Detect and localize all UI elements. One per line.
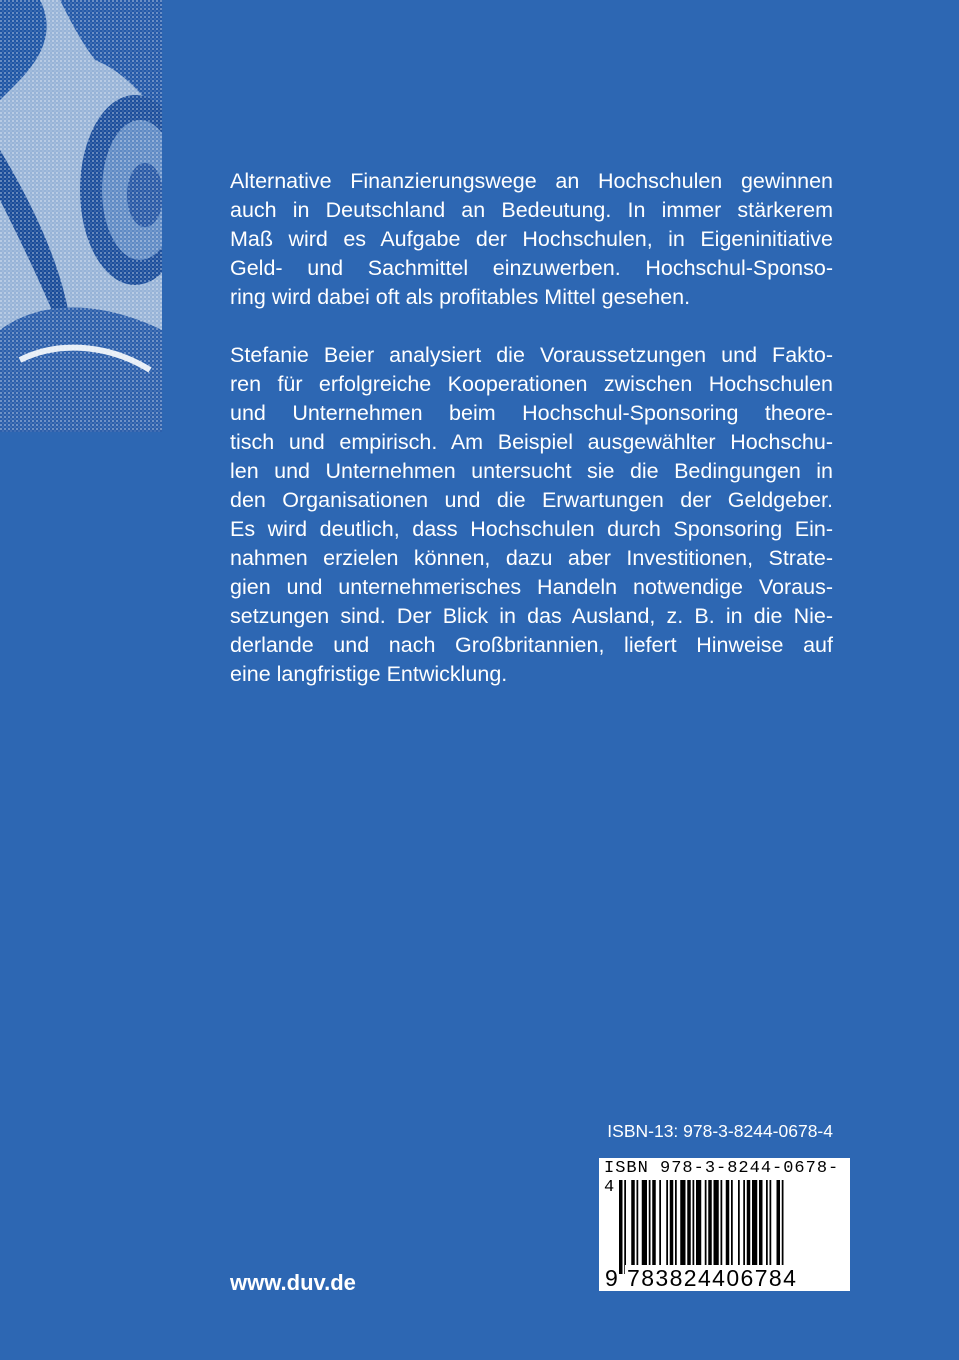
blurb-line: setzungen sind. Der Blick in das Ausland, z. B. in die Nie- [230,604,833,628]
blurb-line: Alternative Finanzierungswege an Hochschulen gewinnen [230,169,833,193]
barcode-first-digit: 9 [605,1265,618,1291]
publisher-website: www.duv.de [230,1270,356,1295]
blurb-line: Stefanie Beier analysiert die Voraussetzungen und Fakto- [230,343,833,367]
blurb-line: tisch und empirisch. Am Beispiel ausgewählter Hochschu- [230,430,833,454]
blurb-line: Maß wird es Aufgabe der Hochschulen, in Eigeninitiative [230,227,833,251]
barcode-digits [605,1265,841,1291]
blurb-line: ren für erfolgreiche Kooperationen zwischen Hochschulen [230,372,833,396]
blurb-line: gien und unternehmerisches Handeln notwendige Voraus- [230,575,833,599]
barcode-bars [619,1180,831,1274]
blurb-paragraph-2 [230,341,833,689]
blurb-line: auch in Deutschland an Bedeutung. In immer stärkerem [230,198,833,222]
blurb-line: Es wird deutlich, dass Hochschulen durch Sponsoring Ein- [230,517,833,541]
blurb-line: len und Unternehmen untersucht sie die Bedingungen in [230,459,833,483]
blurb-line: eine langfristige Entwicklung. [230,662,508,686]
barcode-isbn-text: ISBN 978-3-8244-0678-4 [604,1159,840,1197]
blurb-text [230,167,833,689]
blurb-line: derlande und nach Großbritannien, liefert Hinweise auf [230,633,833,657]
blurb-paragraph-1 [230,167,833,312]
blurb-line: nahmen erzielen können, dazu aber Investitionen, Strate- [230,546,833,570]
blurb-line: Geld- und Sachmittel einzuwerben. Hochschul-Sponso- [230,256,833,280]
barcode-number: 783824406784 [627,1265,798,1291]
blurb-line: ring wird dabei oft als profitables Mittel gesehen. [230,285,691,309]
isbn-label: ISBN-13: 978-3-8244-0678-4 [607,1121,833,1141]
barcode [599,1158,850,1291]
blurb-line: den Organisationen und die Erwartungen der Geldgeber. [230,488,833,512]
cover-illustration [0,0,162,432]
blurb-line: und Unternehmen beim Hochschul-Sponsoring theore- [230,401,833,425]
